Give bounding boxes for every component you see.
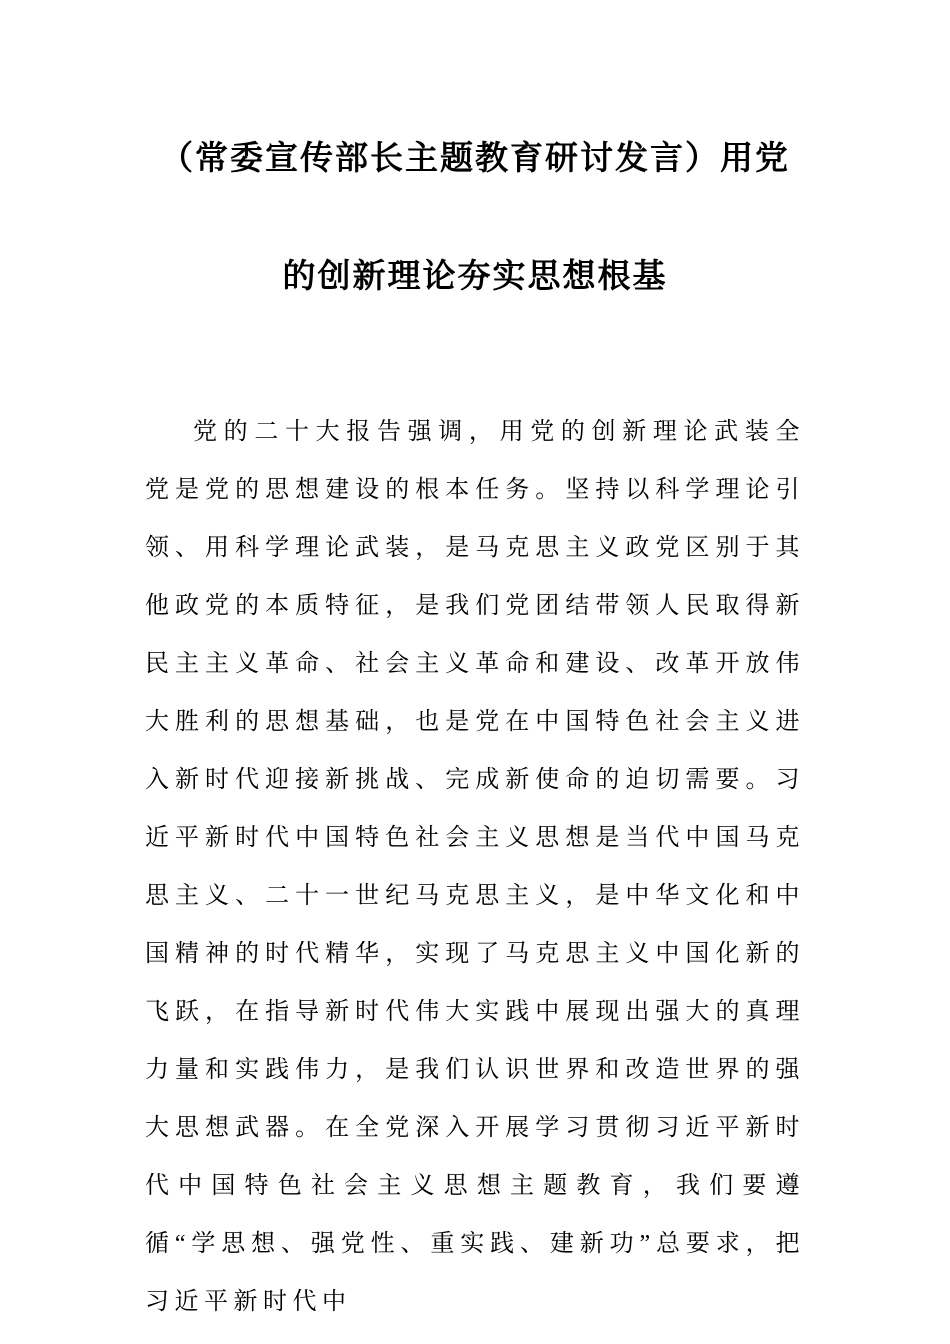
title-line-1: （常委宣传部长主题教育研讨发言）用党 [160,138,790,177]
body-paragraph: 党的二十大报告强调，用党的创新理论武装全党是党的思想建设的根本任务。坚持以科学理论引领、用科学理论武装，是马克思主义政党区别于其他政党的本质特征，是我们党团结带领人民取得新民主主义革命、社会主义革命和建设、改革开放伟大胜利的思想基础，也是党在中国特色社会主义进入新时代迎接新挑战、完成新使命的迫切需要。习近平新时代中国特色社会主义思想是当代中国马克思主义、二十一世纪马克思主义，是中华文化和中国精神的时代精华，实现了马克思主义中国化新的飞跃，在指导新时代伟大实践中展现出强大的真理力量和实践伟力，是我们认识世界和改造世界的强大思想武器。在全党深入开展学习贯彻习近平新时代中国特色社会主义思想主题教育，我们要遵循“学思想、强党性、重实践、建新功”总要求，把习近平新时代中 [145,419,805,1316]
document-title [145,138,805,295]
title-line-2: 的创新理论夯实思想根基 [282,255,668,295]
